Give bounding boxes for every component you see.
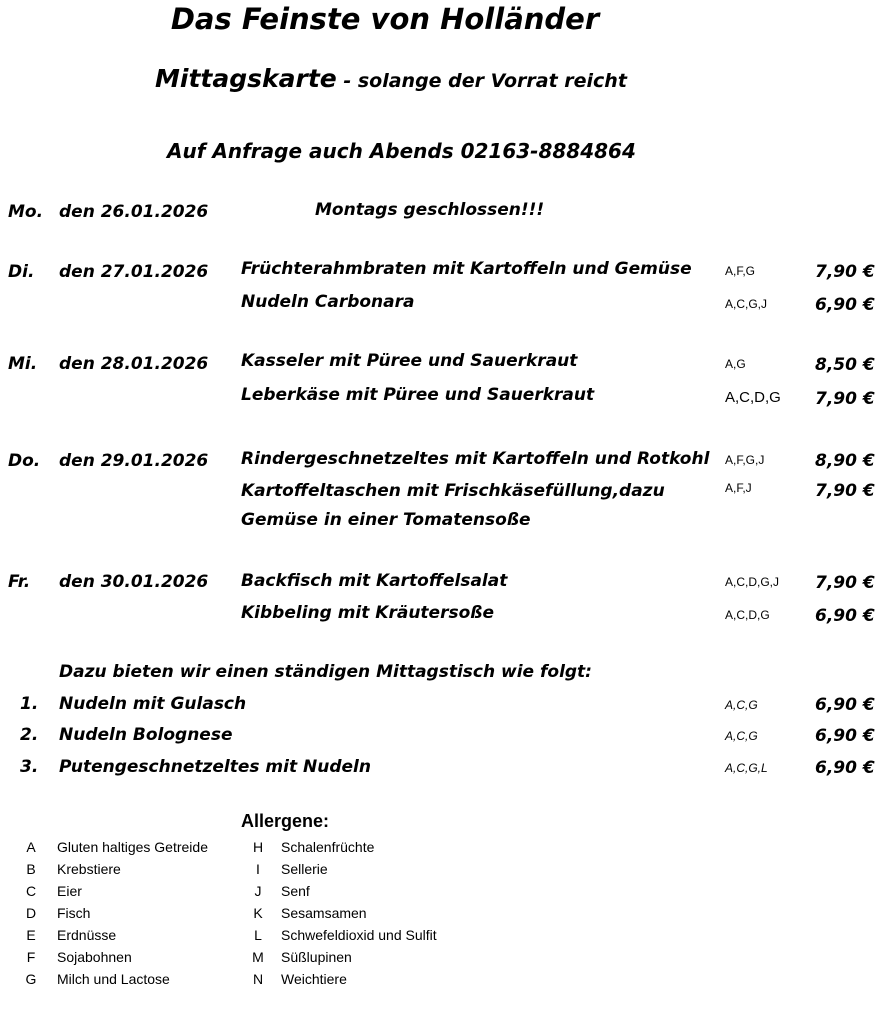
allergen-name: Senf <box>281 883 310 899</box>
allergen-name: Schalenfrüchte <box>281 839 375 855</box>
allergen-entry <box>251 949 491 969</box>
allergen-entry <box>251 971 491 991</box>
allergen-name: Milch und Lactose <box>57 971 170 987</box>
standing-number: 2. <box>20 725 39 745</box>
day-label: Do. <box>8 451 41 471</box>
allergen-entry <box>251 927 491 947</box>
dish-name: Kartoffeltaschen mit Frischkäsefüllung,dazu <box>241 481 665 501</box>
allergen-name: Eier <box>57 883 82 899</box>
allergen-code: G <box>25 971 37 987</box>
standing-dish-price: 6,90 € <box>815 726 875 746</box>
dish-price: 8,50 € <box>815 355 875 375</box>
allergen-name: Sesamsamen <box>281 905 367 921</box>
dish-name: Rindergeschnetzeltes mit Kartoffeln und Rotkohl <box>241 449 710 469</box>
day-date: den 30.01.2026 <box>59 572 209 592</box>
subtitle-note: - solange der Vorrat reicht <box>336 70 627 92</box>
standing-dish-name: Putengeschnetzeltes mit Nudeln <box>59 757 371 777</box>
allergen-entry <box>24 861 234 881</box>
dish-allergens: A,F,G,J <box>725 453 765 467</box>
day-label: Fr. <box>8 572 31 592</box>
allergen-name: Süßlupinen <box>281 949 352 965</box>
standing-dish-price: 6,90 € <box>815 758 875 778</box>
menu-subtitle <box>155 64 627 93</box>
allergen-code: M <box>252 949 264 965</box>
dish-allergens: A,C,D,G <box>725 389 781 406</box>
day-date: den 28.01.2026 <box>59 354 209 374</box>
standing-dish-name: Nudeln mit Gulasch <box>59 694 247 714</box>
day-date: den 29.01.2026 <box>59 451 209 471</box>
allergen-code: D <box>25 905 37 921</box>
allergen-code: L <box>254 927 262 943</box>
dish-allergens: A,C,G,J <box>725 297 768 311</box>
page-title: Das Feinste von Holländer <box>170 2 600 36</box>
allergen-name: Krebstiere <box>57 861 121 877</box>
day-label: Mi. <box>8 354 38 374</box>
allergen-name: Schwefeldioxid und Sulfit <box>281 927 437 943</box>
dish-price: 7,90 € <box>815 573 875 593</box>
dish-allergens: A,G <box>725 357 746 371</box>
allergen-entry <box>24 839 234 859</box>
allergen-code: F <box>26 949 36 965</box>
allergen-code: B <box>26 861 36 877</box>
dish-allergens: A,F,J <box>725 481 752 495</box>
allergen-code: K <box>253 905 263 921</box>
dish-name: Früchterahmbraten mit Kartoffeln und Gemüse <box>241 259 692 279</box>
allergen-code: N <box>252 971 264 987</box>
standing-dish-allergens: A,C,G,L <box>725 761 768 775</box>
dish-name-continued: Gemüse in einer Tomatensoße <box>241 510 531 530</box>
dish-price: 6,90 € <box>815 606 875 626</box>
standing-dish-name: Nudeln Bolognese <box>59 725 233 745</box>
allergen-entry <box>251 861 491 881</box>
dish-allergens: A,F,G <box>725 264 756 278</box>
standing-dish-allergens: A,C,G <box>725 698 758 712</box>
dish-price: 6,90 € <box>815 295 875 315</box>
allergen-code: J <box>254 883 262 899</box>
day-label: Di. <box>8 262 35 282</box>
standing-number: 3. <box>20 757 39 777</box>
dish-price: 7,90 € <box>815 389 875 409</box>
allergen-code: A <box>26 839 36 855</box>
day-date: den 27.01.2026 <box>59 262 209 282</box>
dish-price: 7,90 € <box>815 262 875 282</box>
dish-name: Backfisch mit Kartoffelsalat <box>241 571 508 591</box>
standing-intro: Dazu bieten wir einen ständigen Mittagstisch wie folgt: <box>59 662 592 682</box>
allergen-entry <box>251 839 491 859</box>
allergen-code: H <box>252 839 264 855</box>
dish-allergens: A,C,D,G,J <box>725 575 780 589</box>
allergen-legend-left <box>24 839 234 999</box>
closed-notice: Montags geschlossen!!! <box>315 200 545 220</box>
dish-name: Nudeln Carbonara <box>241 292 415 312</box>
allergen-entry <box>251 883 491 903</box>
standing-number: 1. <box>20 694 39 714</box>
allergen-entry <box>24 949 234 969</box>
contact-line: Auf Anfrage auch Abends 02163-8884864 <box>167 139 636 163</box>
allergen-name: Gluten haltiges Getreide <box>57 839 208 855</box>
dish-allergens: A,C,D,G <box>725 608 770 622</box>
subtitle-main: Mittagskarte <box>155 64 337 93</box>
standing-dish-price: 6,90 € <box>815 695 875 715</box>
allergen-name: Erdnüsse <box>57 927 117 943</box>
allergen-entry <box>24 971 234 991</box>
dish-price: 7,90 € <box>815 481 875 501</box>
allergen-entry <box>251 905 491 925</box>
allergen-name: Sellerie <box>281 861 328 877</box>
allergen-legend-right <box>251 839 491 999</box>
allergen-name: Weichtiere <box>281 971 347 987</box>
day-date: den 26.01.2026 <box>59 202 209 222</box>
standing-dish-allergens: A,C,G <box>725 729 758 743</box>
allergen-code: I <box>256 861 260 877</box>
dish-price: 8,90 € <box>815 451 875 471</box>
allergen-code: E <box>26 927 36 943</box>
allergen-legend-title: Allergene: <box>241 811 330 831</box>
allergen-name: Fisch <box>57 905 91 921</box>
allergen-code: C <box>25 883 37 899</box>
dish-name: Kasseler mit Püree und Sauerkraut <box>241 351 578 371</box>
allergen-entry <box>24 905 234 925</box>
allergen-entry <box>24 927 234 947</box>
dish-name: Leberkäse mit Püree und Sauerkraut <box>241 385 595 405</box>
dish-name: Kibbeling mit Kräutersoße <box>241 603 495 623</box>
day-label: Mo. <box>8 202 44 222</box>
allergen-name: Sojabohnen <box>57 949 132 965</box>
allergen-entry <box>24 883 234 903</box>
